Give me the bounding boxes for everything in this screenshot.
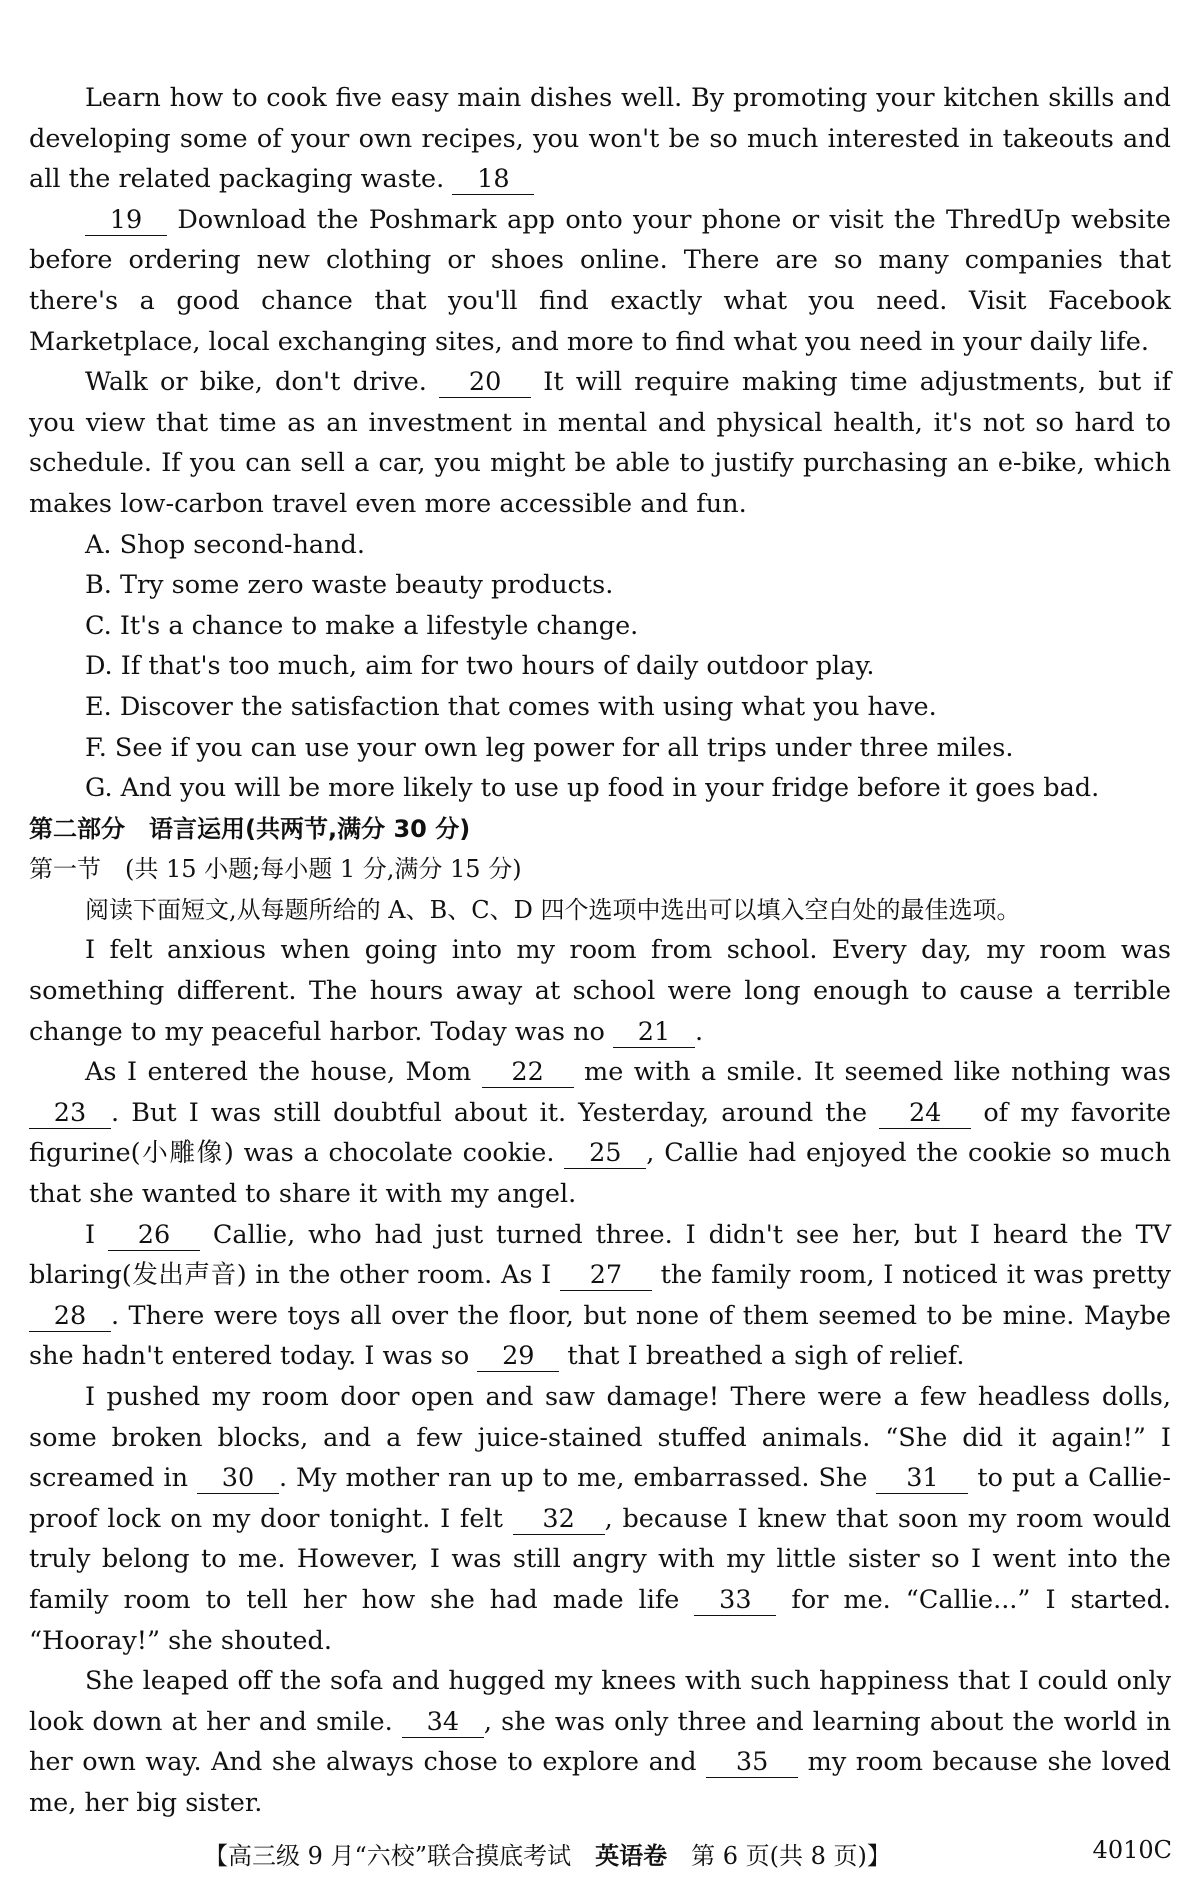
footer-code: 4010C — [1092, 1836, 1172, 1864]
option-e: E. Discover the satisfaction that comes with using what you have. — [85, 691, 937, 722]
blank-31[interactable]: 31 — [876, 1463, 968, 1494]
blank-30[interactable]: 30 — [197, 1463, 279, 1494]
blank-18[interactable]: 18 — [452, 164, 534, 195]
footer-subject: 英语卷 — [595, 1841, 668, 1870]
blank-24[interactable]: 24 — [879, 1098, 971, 1129]
blank-29[interactable]: 29 — [477, 1341, 559, 1372]
blank-22[interactable]: 22 — [482, 1057, 574, 1088]
option-c: C. It's a chance to make a lifestyle change. — [85, 610, 639, 641]
blank-20[interactable]: 20 — [439, 367, 531, 398]
page-content — [29, 78, 1171, 1824]
paragraph-second-hand: 19 Download the Poshmark app onto your phone or visit the ThredUp website before ordering new clothing or shoes online. There are so many companies that there's a good chance that you'll find exactly what you need. Visit Facebook Marketplace, local exchanging sites, and more to find what you need in your daily life. — [29, 204, 1171, 357]
option-d: D. If that's too much, aim for two hours of daily outdoor play. — [85, 651, 875, 682]
instruction: 阅读下面短文,从每题所给的 A、B、C、D 四个选项中选出可以填入空白处的最佳选项。 — [85, 895, 1021, 924]
page-footer — [0, 1836, 1200, 1872]
option-f: F. See if you can use your own leg power for all trips under three miles. — [85, 732, 1014, 763]
blank-34[interactable]: 34 — [402, 1707, 484, 1738]
story-paragraph-3: I 26 Callie, who had just turned three. I didn't see her, but I heard the TV blaring(发出声音) in the other room. As I 27 the family room, I noticed it was pretty 28 . There were toys all over the floor, but none of them seemed to be mine. Maybe she hadn't entered today. I was so 29 that I breathed a sigh of relief. — [29, 1219, 1171, 1372]
story-paragraph-4: I pushed my room door open and saw damage! There were a few headless dolls, some broken blocks, and a few juice-stained stuffed animals. “She did it again!” I screamed in 30 . My mother ran up to me, embarrassed. She 31 to put a Callie-proof lock on my door tonight. I felt 32 , because I knew that soon my room would truly belong to me. However, I was still angry with my little sister so I went into the family room to tell her how she had made life 33 for me. “Callie...” I started. “Hooray!” she shouted. — [29, 1382, 1172, 1656]
footer-exam-info: 【高三级 9 月“六校”联合摸底考试 英语卷 第 6 页(共 8 页)】 — [204, 1841, 891, 1870]
blank-27[interactable]: 27 — [560, 1260, 652, 1291]
option-b: B. Try some zero waste beauty products. — [85, 570, 614, 601]
option-g: G. And you will be more likely to use up food in your fridge before it goes bad. — [85, 773, 1100, 804]
part2-heading: 第二部分 语言运用(共两节,满分 30 分) — [29, 814, 471, 843]
story-paragraph-1: I felt anxious when going into my room from school. Every day, my room was something different. The hours away at school were long enough to cause a terrible change to my peaceful harbor. Today was no 21 . — [29, 935, 1171, 1047]
blank-28[interactable]: 28 — [29, 1301, 111, 1332]
blank-23[interactable]: 23 — [29, 1098, 111, 1129]
option-a: A. Shop second-hand. — [85, 529, 365, 560]
story-paragraph-2: As I entered the house, Mom 22 me with a smile. It seemed like nothing was 23 . But I was still doubtful about it. Yesterday, around the 24 of my favorite figurine(小雕像) was a chocolate cookie. 25 , Callie had enjoyed the cookie so much that she wanted to share it with my angel. — [29, 1057, 1172, 1210]
paragraph-walk-bike: Walk or bike, don't drive. 20 It will require making time adjustments, but if you view that time as an investment in mental and physical health, it's not so hard to schedule. If you can sell a car, you might be able to justify purchasing an e-bike, which makes low-carbon travel even more accessible and fun. — [29, 367, 1172, 519]
blank-19[interactable]: 19 — [85, 205, 167, 236]
story-paragraph-5: She leaped off the sofa and hugged my knees with such happiness that I could only look down at her and smile. 34 , she was only three and learning about the world in her own way. And she always chose to explore and 35 my room because she loved me, her big sister. — [29, 1666, 1171, 1818]
blank-35[interactable]: 35 — [706, 1747, 798, 1778]
blank-32[interactable]: 32 — [513, 1504, 605, 1535]
paragraph-cooking: Learn how to cook five easy main dishes well. By promoting your kitchen skills and developing some of your own recipes, you won't be so much interested in takeouts and all the related packaging waste. 18 — [29, 83, 1171, 195]
blank-33[interactable]: 33 — [694, 1585, 776, 1616]
blank-26[interactable]: 26 — [108, 1220, 200, 1251]
blank-25[interactable]: 25 — [564, 1138, 646, 1169]
blank-21[interactable]: 21 — [613, 1017, 695, 1048]
section1-heading: 第一节 (共 15 小题;每小题 1 分,满分 15 分) — [29, 855, 522, 884]
